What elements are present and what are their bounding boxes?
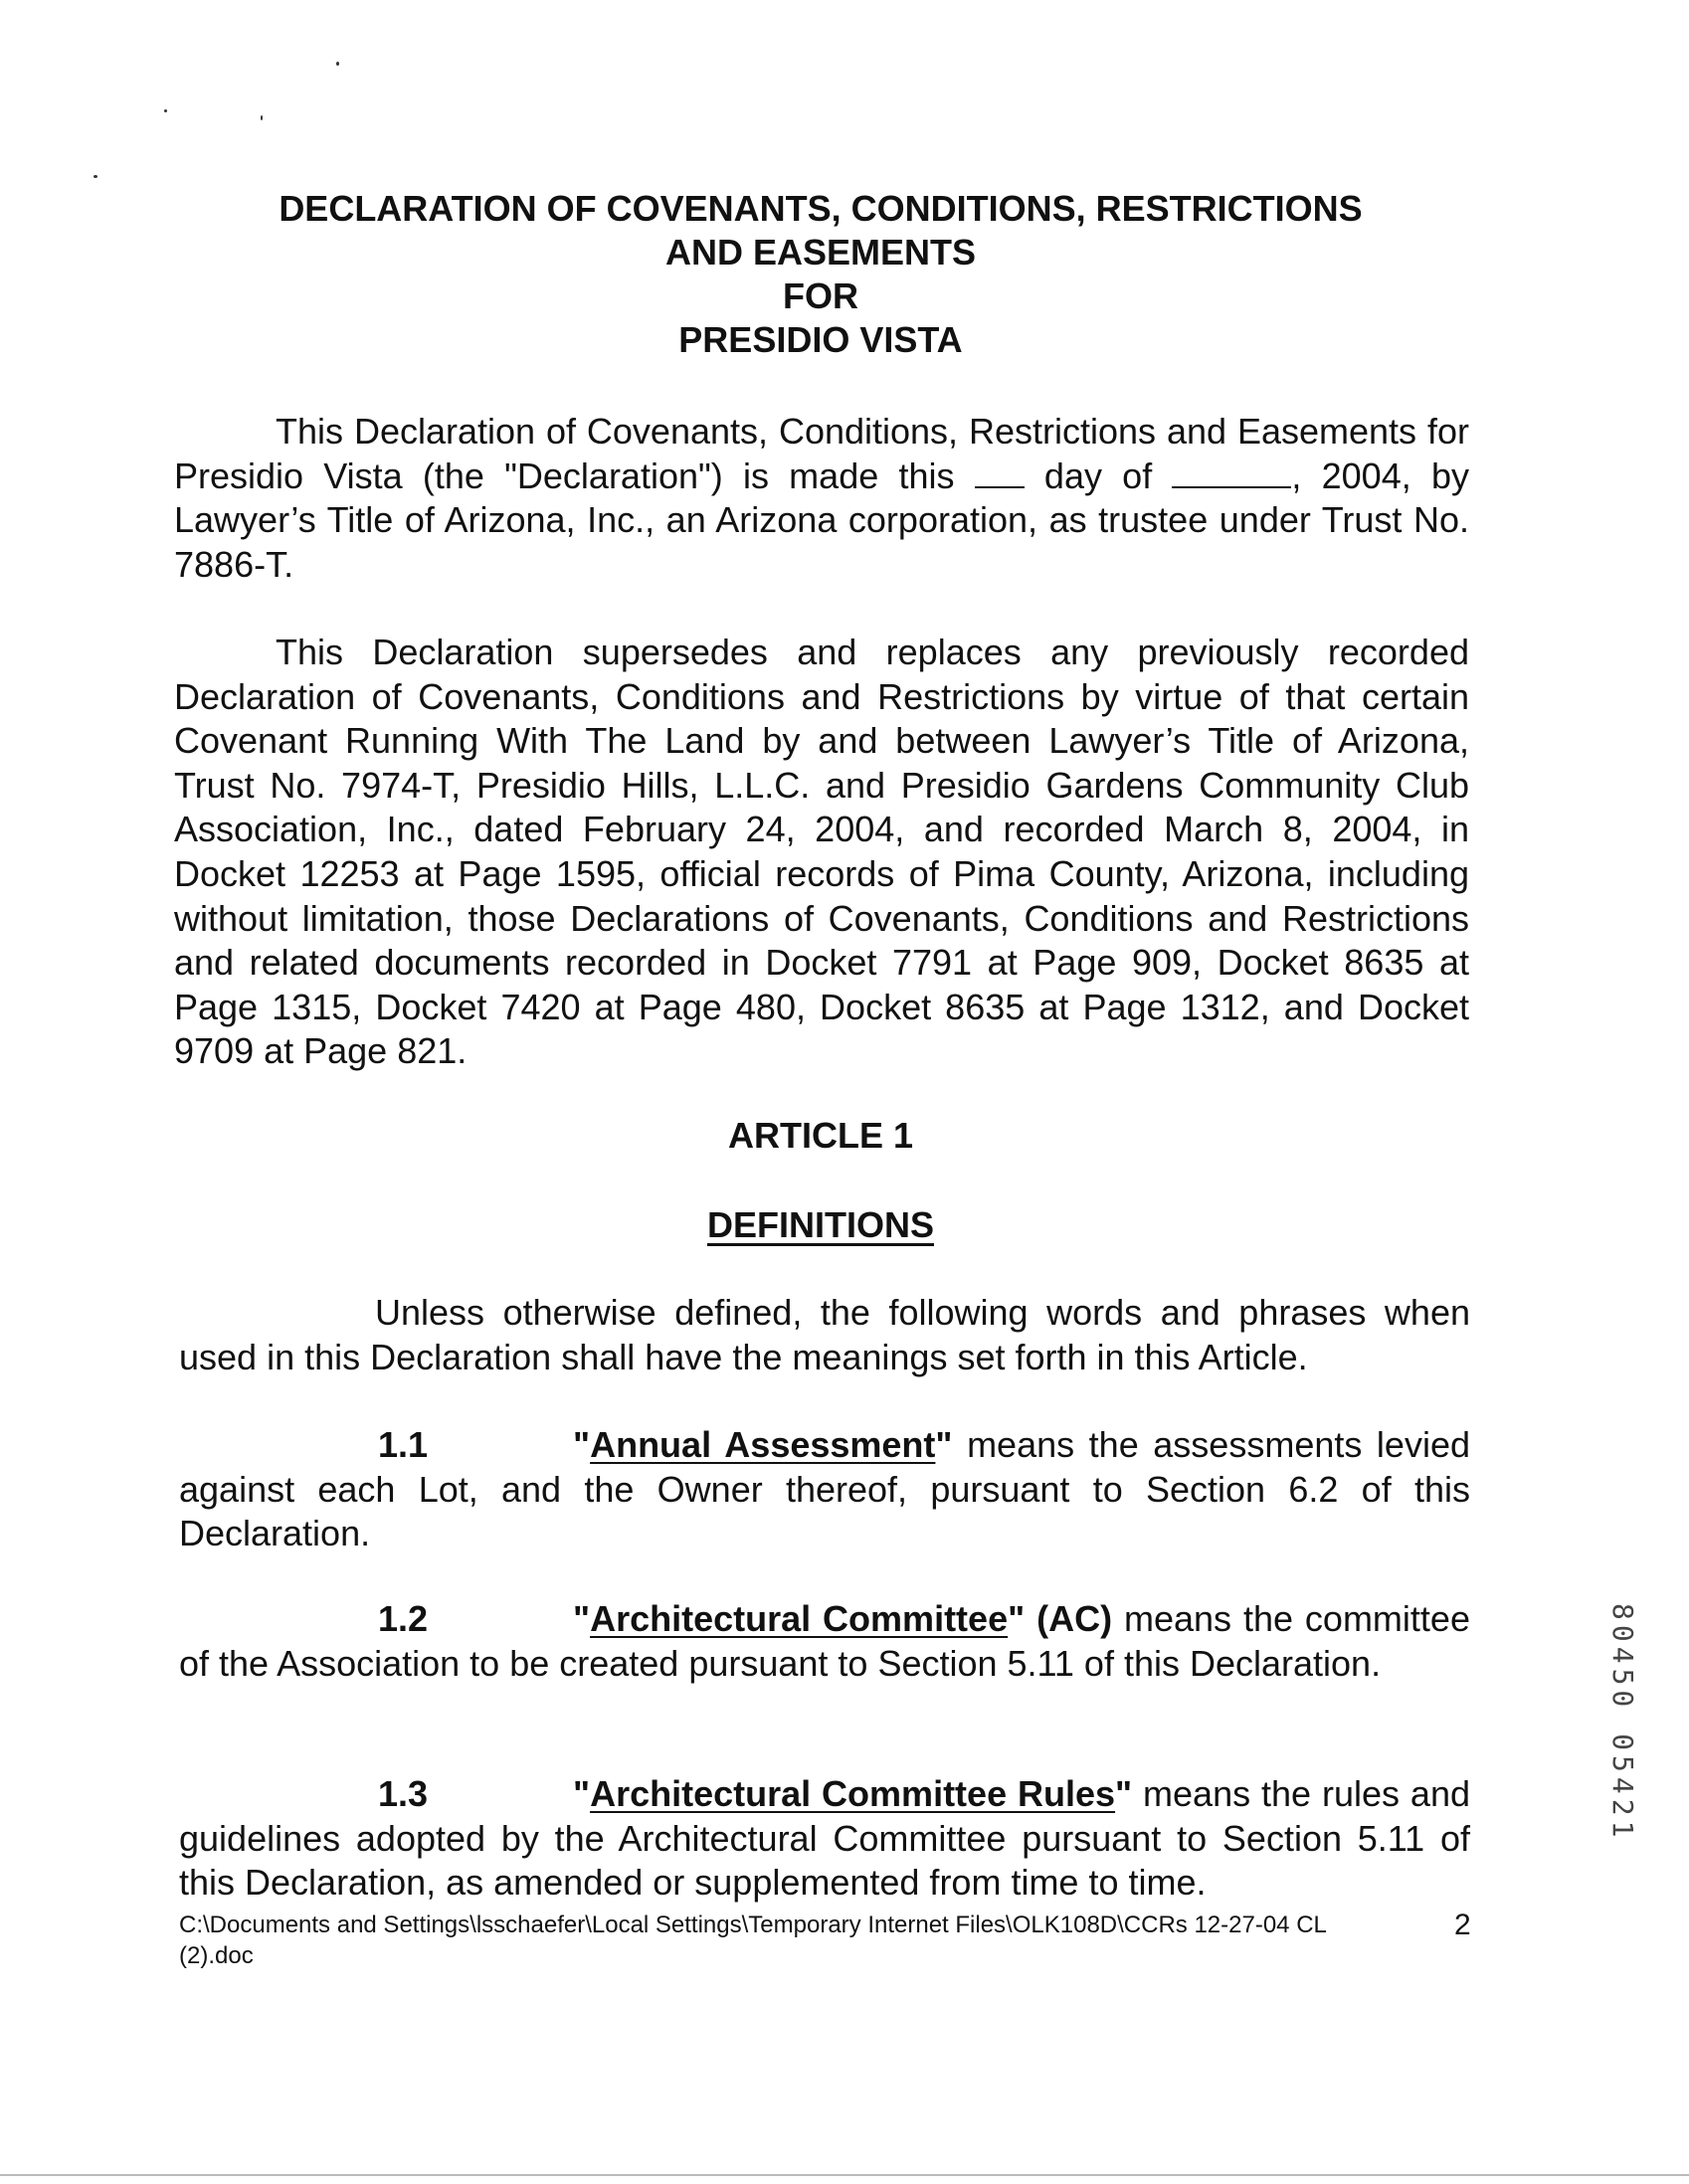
month-blank (1172, 456, 1291, 488)
defined-term: "Architectural Committee Rules" (573, 1773, 1133, 1814)
definition-text: means the rules and guidelines adopted by the Architectural Committee pursuant to Section 5.11 of this Declaration, as amended or supplemented from time to time. (179, 1773, 1470, 1904)
defined-term: "Annual Assessment" (573, 1424, 953, 1465)
day-blank (975, 456, 1025, 488)
definition-item (179, 1423, 1470, 1556)
scan-speck (164, 109, 167, 112)
intro-text-part2: day of (1043, 455, 1153, 496)
definition-text: means the committee of the Association to be created pursuant to Section 5.11 of this Declaration. (179, 1598, 1470, 1684)
supersedes-paragraph (174, 631, 1469, 1074)
definitions-intro-text: Unless otherwise defined, the following words and phrases when used in this Declaration shall have the meanings set forth in this Article. (179, 1292, 1470, 1377)
title-line-2: AND EASEMENTS (664, 232, 977, 273)
intro-paragraph (174, 410, 1469, 587)
definitions-intro (179, 1291, 1470, 1379)
intro-text-part1: This Declaration of Covenants, Conditions, Restrictions and Easements for Presidio Vista (the "Declaration") is made this (174, 411, 1469, 496)
definition-item (179, 1772, 1470, 1906)
supersedes-text: This Declaration supersedes and replaces any previously recorded Declaration of Covenants, Conditions and Restrictions by virtue of that certain Covenant Running With The Land by and between Lawyer’s Title of Arizona, Trust No. 7974-T, Presidio Hills, L.L.C. and Presidio Gardens Community Club Association, Inc., dated February 24, 2004, and recorded March 8, 2004, in Docket 12253 at Page 1595, official records of Pima County, Arizona, including without limitation, those Declarations of Covenants, Conditions and Restrictions and related documents recorded in Docket 7791 at Page 909, Docket 8635 at Page 1315, Docket 7420 at Page 480, Docket 8635 at Page 1312, and Docket 9709 at Page 821. (174, 632, 1469, 1072)
defined-term: "Architectural Committee" (573, 1598, 1026, 1639)
section-number: 1.2 (378, 1598, 429, 1639)
intro-text-part3: , 2004, by Lawyer’s Title of Arizona, Inc., an Arizona corporation, as trustee under Trust No. 7886-T. (174, 455, 1469, 585)
definition-item (179, 1597, 1470, 1686)
footer-file-path: C:\Documents and Settings\lsschaefer\Local Settings\Temporary Internet Files\OLK108D\CCRs 12-27-04 CL (2).doc (179, 1911, 1326, 1969)
article-heading: ARTICLE 1 (727, 1115, 913, 1156)
definition-text: means the assessments levied against each Lot, and the Owner thereof, pursuant to Section 6.2 of this Declaration. (179, 1424, 1470, 1554)
title-line-1: DECLARATION OF COVENANTS, CONDITIONS, RESTRICTIONS (279, 188, 1363, 229)
title-line-3: FOR (783, 275, 858, 316)
definitions-heading: DEFINITIONS (706, 1204, 934, 1245)
scan-speck (94, 175, 97, 178)
scan-speck (336, 62, 339, 66)
section-number: 1.3 (378, 1773, 429, 1814)
title-line-4: PRESIDIO VISTA (678, 319, 963, 360)
document-title (199, 187, 1442, 362)
term-abbreviation: (AC) (1036, 1598, 1113, 1639)
scan-bottom-edge (0, 2174, 1689, 2176)
section-number: 1.1 (378, 1424, 429, 1465)
scan-speck (261, 115, 263, 120)
side-stamp: 80450 05421 (1606, 1603, 1639, 1843)
page-number: 2 (1454, 1909, 1471, 1941)
